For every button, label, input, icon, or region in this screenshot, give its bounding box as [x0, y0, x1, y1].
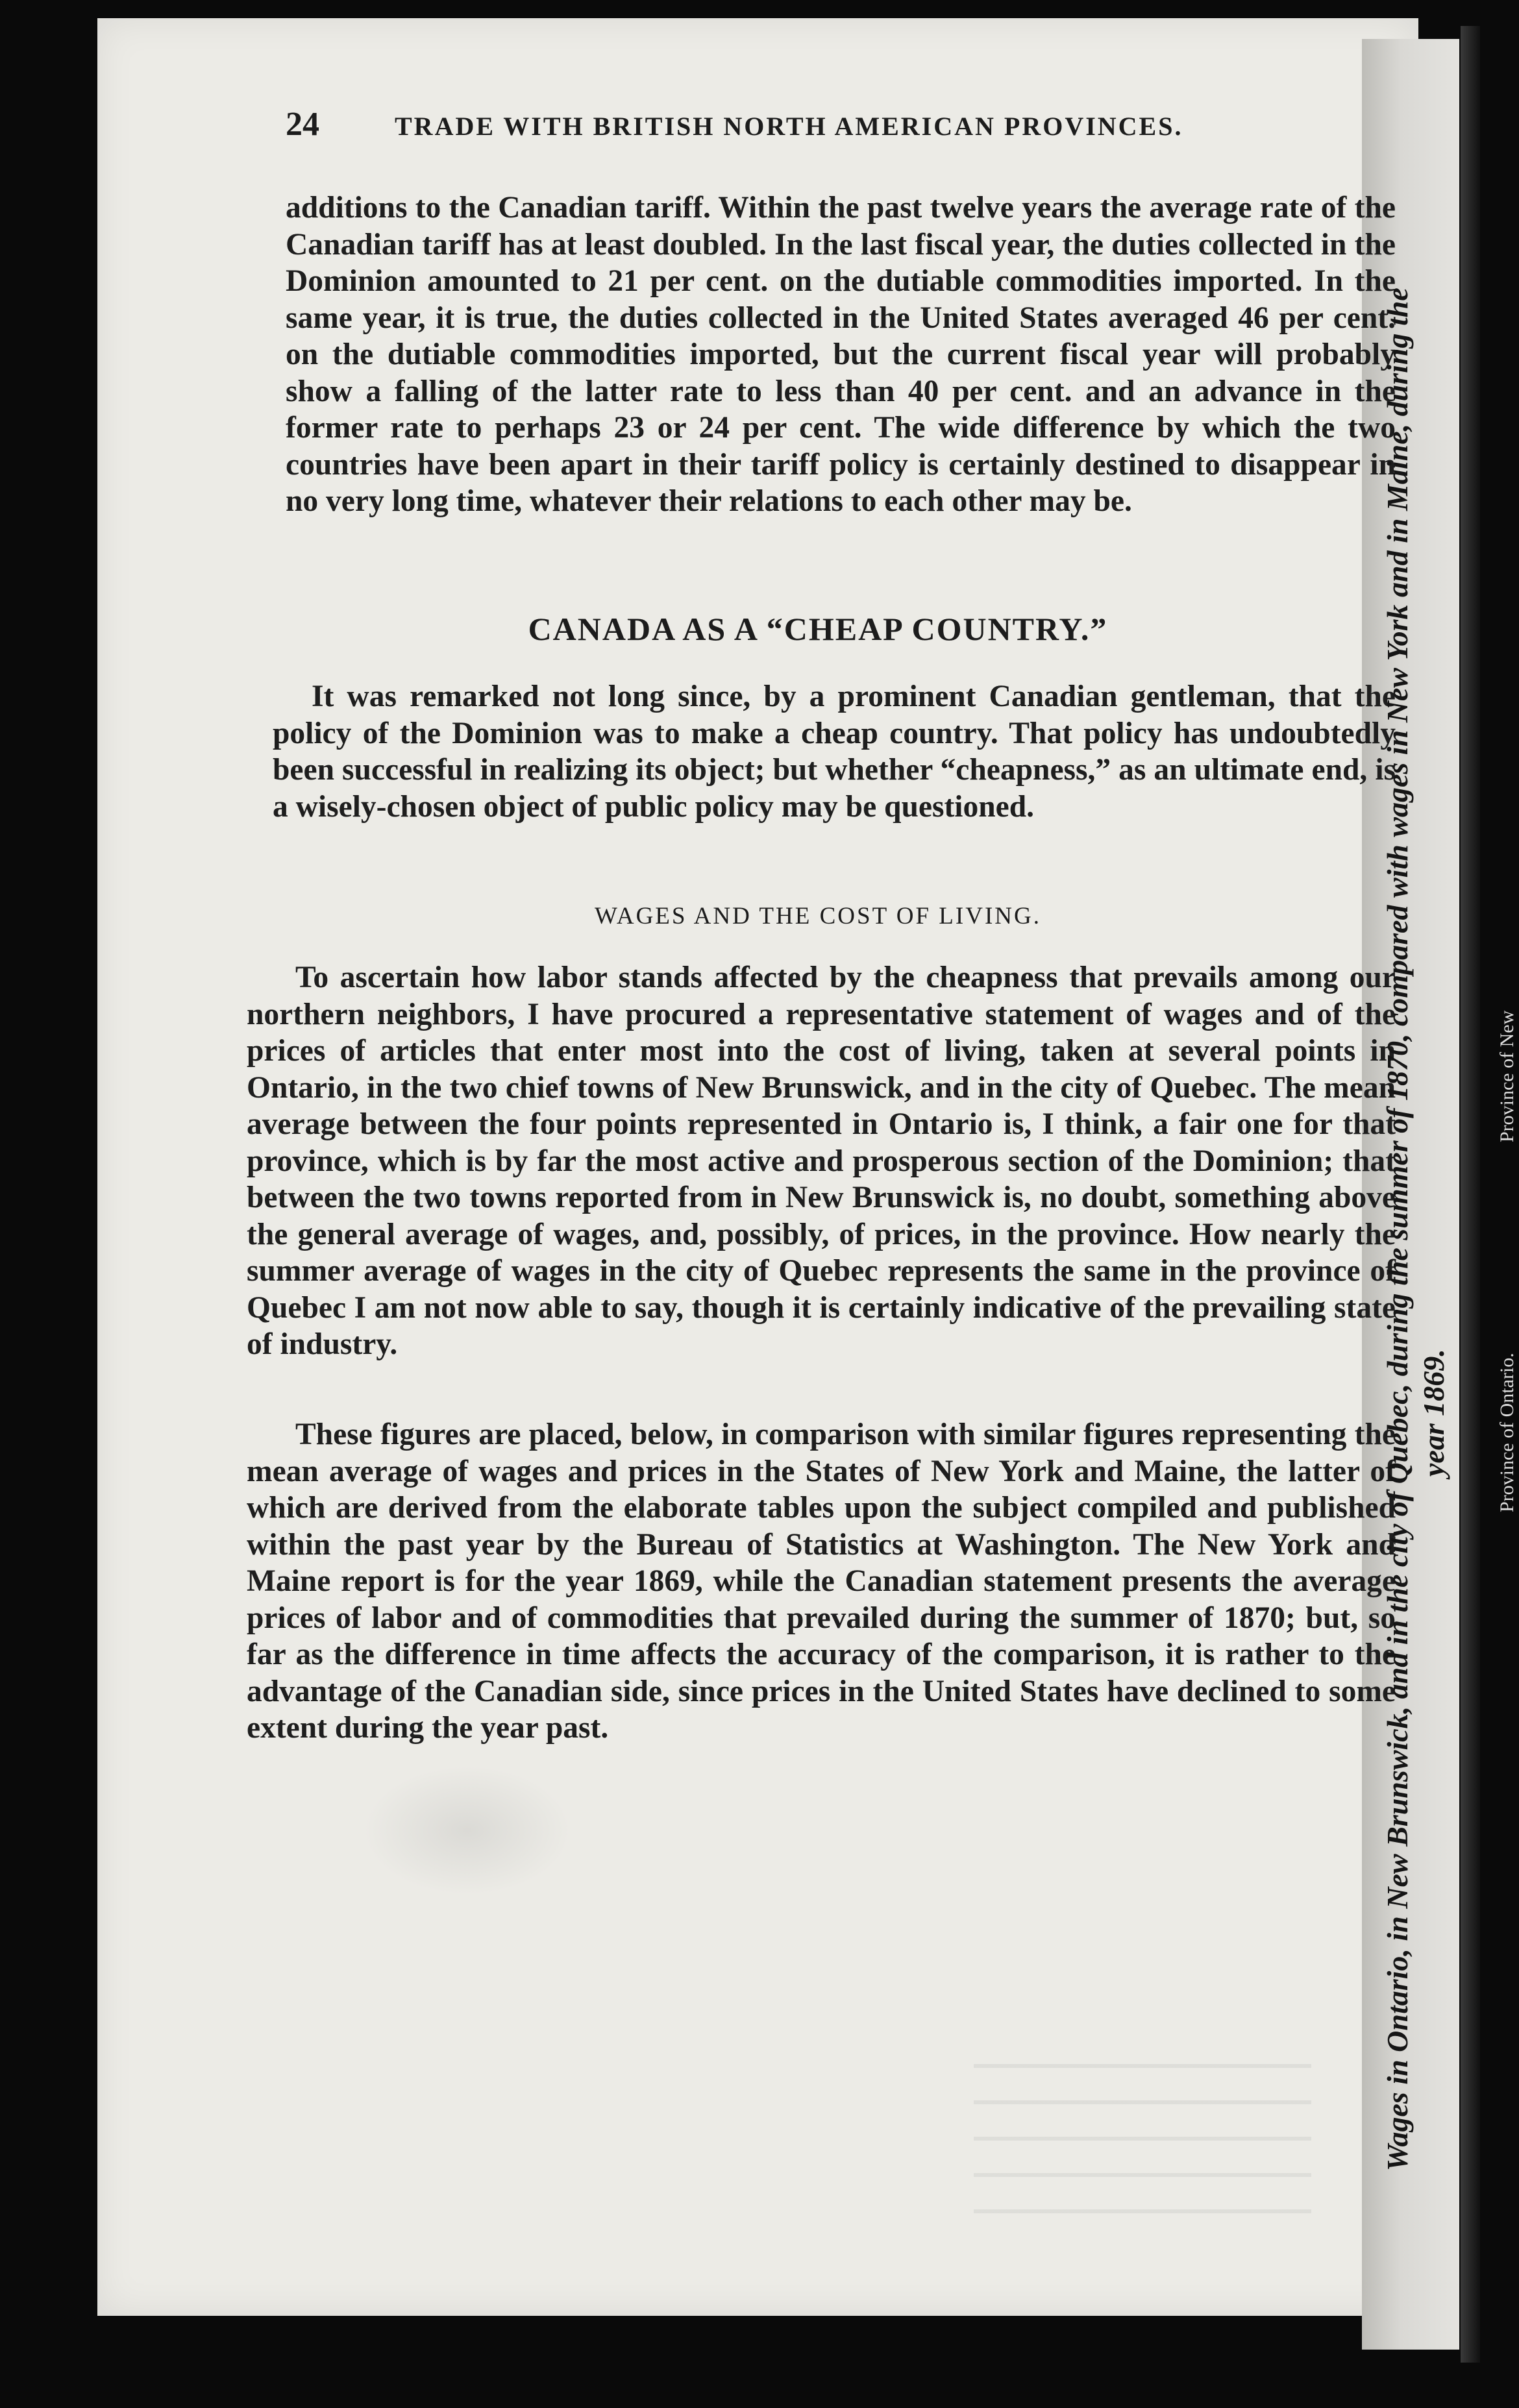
- paragraph-wages-statement: To ascertain how labor stands affected by the cheapness that prevails among our northern neighbors, I have procured a representative statement of wages and of the prices of articles that enter most into the cost of living, taken at several points in Ontario, in the two chief towns of New Brunswick, and in the city of Quebec. The mean average between the four points represented in Ontario is, I think, a fair one for that province, which is by far the most active and prosperous section of the Dominion; that between the two towns reported from in New Brunswick is, no doubt, something above the general average of wages, and, possibly, of prices, in the province. How nearly the summer average of wages in the city of Quebec represents the same in the province of Quebec I am not now able to say, though it is certainly indicative of the prevailing state of industry.: [247, 961, 1396, 1361]
- ink-bleed-through: [974, 2064, 1311, 2233]
- running-title: TRADE WITH BRITISH NORTH AMERICAN PROVINCES.: [395, 112, 1183, 141]
- page-number: 24: [286, 106, 319, 143]
- rotated-caption-line-2: year 1869.: [1417, 1349, 1450, 1477]
- rotated-table-caption: [1379, 62, 1457, 2171]
- paragraph-cheap-country: It was remarked not long since, by a prominent Canadian gentleman, that the policy of the Dominion was to make a cheap country. That policy has undoubtedly been successful in realizing its object; but whether “cheapness,” as an ultimate end, is a wisely-chosen object of public policy may be questioned.: [273, 680, 1396, 824]
- paragraph-tariff: additions to the Canadian tariff. Within the past twelve years the average rate of the Canadian tariff has at least doubled. In the last fiscal year, the duties collected in the Dominion amounted to 21 per cent. on the dutiable commodities imported. In the same year, it is true, the duties collected in the United States averaged 46 per cent. on the dutiable commodities imported, but the current fiscal year will probably show a falling of the latter rate to less than 40 per cent. and an advance in the former rate to perhaps 23 or 24 per cent. The wide difference by which the two countries have been apart in their tariff policy is certainly destined to disappear in no very long time, whatever their relations to each other may be.: [286, 191, 1396, 518]
- rotated-caption-line-1: Wages in Ontario, in New Brunswick, and in the city of Quebec, during the summer of 1870, compared with wages in New York and in Maine, during the: [1381, 288, 1414, 2171]
- page-edge-shadow: [1461, 26, 1480, 2363]
- paragraph-comparison-figures: These figures are placed, below, in comparison with similar figures representing the mean average of wages and prices in the States of New York and Maine, the latter of which are derived from the elaborate tables upon the subject compiled and published within the past year by the Bureau of Statistics at Washington. The New York and Maine report is for the year 1869, while the Canadian statement presents the average prices of labor and of commodities that prevailed during the summer of 1870; but, so far as the difference in time affects the accuracy of the comparison, it is rather to the advantage of the Canadian side, since prices in the United States have declined to some extent during the year past.: [247, 1418, 1396, 1745]
- section-heading-cheap-country: CANADA AS A “CHEAP COUNTRY.”: [528, 611, 1108, 647]
- subheading-wages-cost-of-living: WAGES AND THE COST OF LIVING.: [595, 903, 1041, 929]
- paper-stain: [364, 1765, 571, 1895]
- running-head: [286, 105, 1402, 143]
- fold-label-ontario: Province of Ontario.: [1496, 1353, 1518, 1512]
- fold-label-new-brunswick: Province of New: [1496, 1010, 1518, 1142]
